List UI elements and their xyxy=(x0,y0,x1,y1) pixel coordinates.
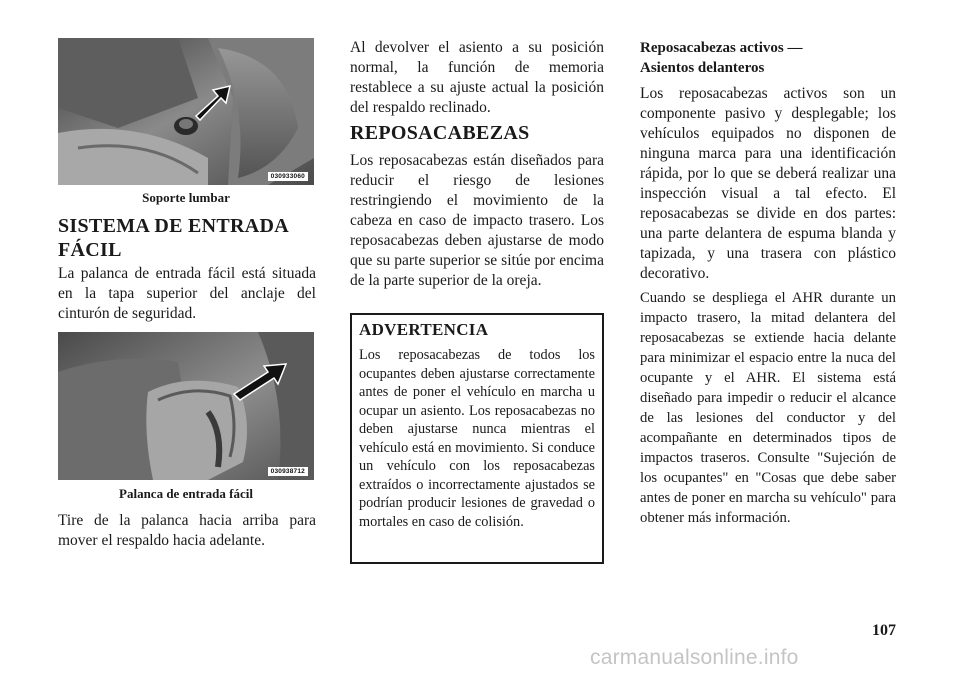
figure-caption: Soporte lumbar xyxy=(142,190,230,205)
body-paragraph: La palanca de entrada fácil está situada en la tapa superior del anclaje del cinturón de seguridad. xyxy=(58,265,316,322)
figure-code: 030933060 xyxy=(268,172,308,181)
body-paragraph: Tire de la palanca hacia arriba para mover el respaldo hacia adelante. xyxy=(58,512,316,549)
watermark: carmanualsonline.info xyxy=(590,646,799,669)
lumbar-support-photo xyxy=(58,38,314,185)
section-title: REPOSACABEZAS xyxy=(350,122,530,144)
warning-text: Los reposacabezas de todos los ocupantes deben ajustarse correctamente antes de poner el vehículo en marcha u ocupar un asiento. Los reposacabezas no deben ajustarse nunca mientras el vehículo está en movimiento. Si conduce un vehículo con los reposacabezas extraídos o incorrectamente ajustados se podrían producir lesiones de gravedad o mortales en caso de colisión. xyxy=(359,347,595,530)
body-paragraph: Los reposacabezas están diseñados para reducir el riesgo de lesiones restringiendo el movimiento de la cabeza en caso de impacto trasero. Los reposacabezas deben ajustarse de modo que su parte superior se sitúe por encima de la parte superior de la oreja. xyxy=(350,152,604,289)
warning-box xyxy=(350,313,604,564)
body-paragraph: Los reposacabezas activos son un componente pasivo y desplegable; los vehículos equipados no disponen de ninguna marca para una identificación rápida, por lo que se deberá realizar una inspección visual a tal efecto. El reposacabezas se divide en dos partes: una parte delantera de espuma blanda y tapizada, y una trasera con plástico decorativo. xyxy=(640,85,896,282)
easy-entry-lever-photo xyxy=(58,332,314,480)
section-title: SISTEMA DE ENTRADA FÁCIL xyxy=(58,215,290,261)
subsection-title: Reposacabezas activos — Asientos delanteros xyxy=(640,40,803,76)
figure-caption: Palanca de entrada fácil xyxy=(119,486,253,501)
seat-lever-illustration xyxy=(58,332,314,480)
page-number: 107 xyxy=(872,622,896,639)
body-paragraph: Cuando se despliega el AHR durante un impacto trasero, la mitad delantera del reposacabezas se extiende hacia delante para minimizar el espacio entre la nuca del ocupante y el AHR. El sistema está diseñado para impedir o reducir el alcance de las lesiones del conductor y del acompañante en determinados tipos de impactos traseros. Consulte "Sujeción de los ocupantes" en "Cosas que debe saber antes de poner en marcha su vehículo" para obtener más información. xyxy=(640,290,896,526)
warning-title: ADVERTENCIA xyxy=(359,320,489,339)
seat-lumbar-illustration xyxy=(58,38,314,185)
body-paragraph: Al devolver el asiento a su posición normal, la función de memoria restablece a su ajuste actual la posición del respaldo reclinado. xyxy=(350,39,604,116)
figure-code: 030938712 xyxy=(268,467,308,476)
